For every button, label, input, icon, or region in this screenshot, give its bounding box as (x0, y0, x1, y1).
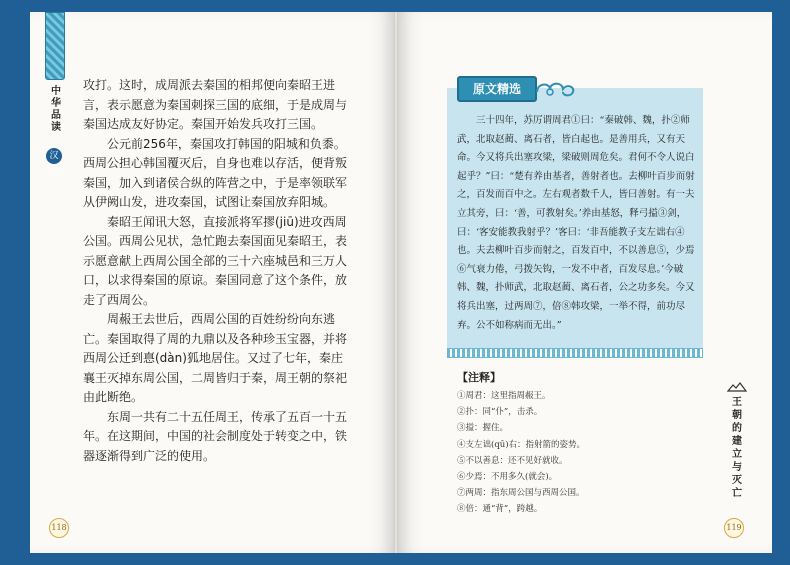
cloud-ornament-icon (535, 78, 579, 100)
chapter-vertical-title: 王朝的建立与灭亡 (732, 397, 742, 499)
decorative-band (447, 348, 703, 358)
note-item: ①周君：这里指周赧王。 (457, 391, 551, 401)
body-paragraph: 周赧王去世后，西周公国的百姓纷纷向东逃亡。秦国取得了周的九鼎以及各种珍玉宝器，并将西周公迁到惪(dàn)狐地居住。又过了七年，秦庄襄王灭掉东周公国，二周皆归于秦，周王朝的祭祀由此断绝。 (83, 312, 348, 404)
decorative-strip (45, 12, 65, 80)
body-paragraph: 公元前256年，秦国攻打韩国的阳城和负黍。西周公担心韩国覆灭后，自身也难以存活，便背叛秦国，加入到诸侯合纵的阵营之中，于是率领联军从伊阙山发，进攻秦国，试图让秦国放弃阳城。 (83, 136, 348, 209)
section-tag-label: 原文精选 (472, 82, 521, 96)
note-item: ②扑：同“仆”，击杀。 (457, 407, 543, 418)
body-paragraph: 攻打。这时，成周派去秦国的相邦便向秦昭王进言，表示愿意为秦国刺探三国的底细，于是成周与秦国达成友好协定。秦国开始发兵攻打三国。 (83, 78, 348, 131)
notes-list (457, 388, 697, 518)
page-number-left: 118 (49, 518, 69, 538)
left-body-text (83, 76, 351, 466)
body-paragraph: 秦昭王闻讯大怒，直接派将军摎(jiū)进攻西周公国。西周公见状，急忙跑去秦国面见秦昭王，表示愿意献上西周公国全部的三十六座城邑和三万人口，以求得秦国的原谅。秦国同意了这个条件，放走了西周公。 (83, 214, 348, 307)
series-title: 中华品读 (51, 86, 61, 133)
note-item: ④支左诎(qū)右：指射箭的姿势。 (457, 439, 586, 450)
note-item: ⑦两周：指东周公国与西周公国。 (457, 488, 585, 499)
body-paragraph: 东周一共有二十五任周王，传承了五百一十五年。在这期间，中国的社会制度处于转变之中，铁器逐渐得到广泛的使用。 (83, 409, 348, 463)
page-number-right: 119 (724, 518, 744, 538)
note-item: ⑤不以善息：还不见好就收。 (457, 455, 568, 466)
note-item: ③搤：握住。 (457, 423, 509, 434)
series-badge: 汉元 (46, 148, 62, 164)
note-item: ⑧倍：通“背”，跨越。 (457, 504, 543, 515)
note-item: ⑥少焉：不用多久(就会)。 (457, 472, 558, 483)
classic-text (457, 112, 695, 335)
section-tag (457, 76, 537, 102)
book-spine (394, 12, 398, 553)
classic-paragraph: 三十四年，苏厉谓周君①曰：“秦破韩、魏，扑②师武，北取赵蔺、离石者，皆白起也。是善用兵，又有天命。今又将兵出塞攻梁，梁破则周危矣。君何不令人说白起乎？”曰：“楚有养由基者，善射者也。去柳叶百步而射之，百发而百中之。左右观者数千人，皆曰善射。有一夫立其旁，曰：‘善，可教射矣。’养由基怒，释弓搤③剑，曰：‘客安能教我射乎？’客曰：‘非吾能教子支左诎右④也。夫去柳叶百步而射之，百发百中，不以善息⑤，少焉⑥气衰力倦，弓拨矢钩，一发不中者，百发尽息。’今破韩、魏，扑师武，北取赵蔺、离石者，公之功多矣。今又将兵出塞，过两周⑦，倍⑧韩攻梁，一举不得，前功尽弃。公不如称病而无出。” (457, 115, 695, 331)
notes-title: 【注释】 (457, 371, 501, 384)
mountain-ornament-icon (727, 382, 747, 392)
